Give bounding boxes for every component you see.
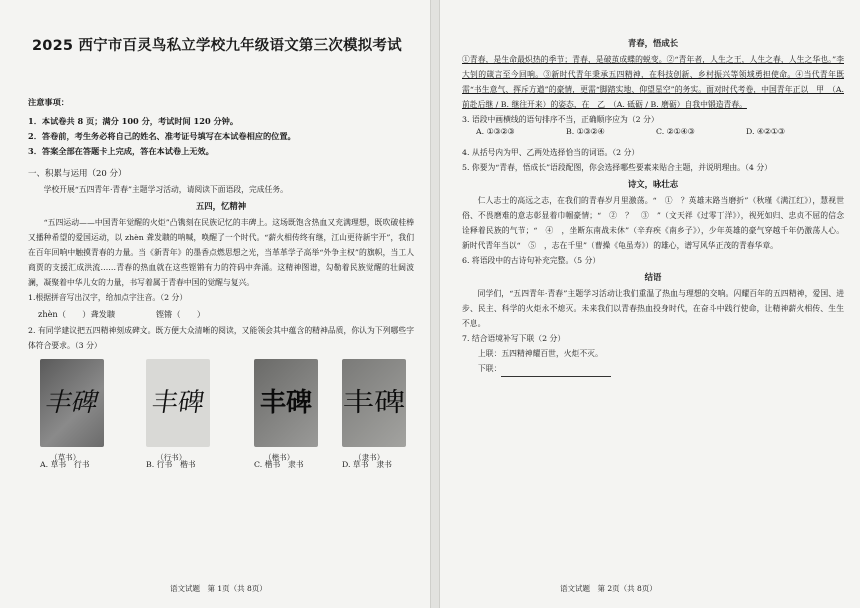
question-7: 7. 结合语境补写下联（2 分） [462,334,566,343]
closing-passage: 同学们，“五四青年·青春”主题学习活动让我们重温了热血与理想的交响。闪耀百年的五四精神，爱国、进步、民主、科学的火炬永不熄灭。未来我们以青春热血投身时代，在奋斗中践行使命，让精神薪火相传、生生不息。 [462,289,844,328]
pinyin-blanks: zhèn（ ）聋发聩 铿锵（ ） [38,309,206,319]
reading-passage: ①青春，是生命最炽热的季节；青春，是破茧成蝶的蜕变。②“青年者，人生之王，人生之春，人生之华也。”李大钊的箴言至今回响。③新时代青年秉承五四精神，在科技创新、乡村振兴等领域勇担使命。④当代青年既需“书生意气、挥斥方遒”的豪情，更需“脚踏实地、仰望星空”的务实。面对时代考卷，中国青年正以 甲 （A. 前赴后继 / B. 继往开来）的姿态，在 乙 （A. 砥砺 / B. 磨砺）自我中锻造青春。 [462,55,844,109]
question-6: 6. 将语段中的古诗句补充完整。（5 分） [462,256,601,265]
calligraphy-caption: （楷书） [264,453,295,462]
notice-item: 2．答卷前，考生务必将自己的姓名、准考证号填写在本试卷相应的位置。 [28,131,296,141]
page-footer: 语文试题 第 1页（共 8页） [170,584,267,593]
calligraphy-glyph: 丰碑 [259,388,312,418]
option-b: B. 行书 楷书 [146,460,196,469]
exam-title: 2025 西宁市百灵鸟私立学校九年级语文第三次模拟考试 [32,38,402,54]
calligraphy-caption: （隶书） [354,453,385,462]
page-gutter [430,0,440,608]
part-title: 结语 [644,272,662,282]
option-b: B. ①③②④ [566,127,605,136]
notice-item: 1．本试卷共 8 页；满分 100 分，考试时间 120 分钟。 [28,116,239,126]
section-heading: 一、积累与运用（20 分） [28,169,127,179]
part-title: 五四，忆精神 [195,201,247,211]
calligraphy-caption: （行书） [156,453,187,462]
question-3: 3. 语段中画横线的语句排序不当，正确顺序应为（2 分） [462,115,659,124]
option-d: D. 草书 隶书 [342,460,392,469]
question-3-options [462,127,844,145]
calligraphy-glyph: 丰碑 [342,388,406,418]
reading-passage: 仁人志士的高远之志，在我们的青春岁月里激荡。“ ① ？英雄末路当磨折”（秋瑾《满江红》），慧视世俗、不畏磨难的意志彰显着巾帼豪情；“ ② ？ ③ ”（文天祥《过零丁洋》），视死如归、忠贞不屈的信念诠释着民族的气节；“ ④ ，坐断东南战未休”（辛弃疾《南乡子》），少年英雄的豪气穿越千年仍激荡人心。新时代青年当以“ ⑤ ，志在千里”（曹操《龟虽寿》）的雄心，谱写风华正茂的青春华章。 [462,196,844,250]
couplet-lower [462,361,844,377]
question-1: 1.根据拼音写出汉字，给加点字注音。（2 分） [28,293,188,302]
question-2-options [28,459,414,477]
option-a: A. ①③②③ [476,127,515,136]
calligraphy-glyph: 丰碑 [149,388,207,418]
calligraphy-glyph: 丰碑 [42,388,102,418]
option-d: D. ④②①③ [746,127,785,136]
answer-line [501,361,611,377]
question-2: 2. 有同学建议把五四精神刻成碑文。既方便大众清晰的阅读，又能领会其中蕴含的精神品质，你认为下列哪些字体符合要求。（3 分） [28,326,414,350]
calligraphy-image-caoshu [40,359,104,447]
activity-intro: 学校开展“五四青年·青春”主题学习活动，请阅读下面语段，完成任务。 [43,185,288,194]
notice-heading: 注意事项： [28,97,69,107]
calligraphy-image-kaishu [254,359,318,447]
option-c: C. 楷书 隶书 [254,460,304,469]
calligraphy-caption: （草书） [50,453,81,462]
calligraphy-samples [28,359,414,462]
part-title: 诗文，咏壮志 [627,179,679,189]
question-4: 4. 从括号内为甲、乙两处选择恰当的词语。（2 分） [462,148,640,157]
page-footer: 语文试题 第 2页（共 8页） [560,584,657,593]
couplet-upper: 上联：五四精神耀百世，火炬不灭。 [478,349,603,358]
page-two [440,0,860,608]
option-c: C. ②①④③ [656,127,695,136]
option-a: A. 草书 行书 [40,460,90,469]
calligraphy-image-lishu [342,359,406,447]
part-title: 青春，悟成长 [627,38,679,48]
couplet-lower-label: 下联： [478,364,502,373]
notice-item: 3．答案全部在答题卡上完成，答在本试卷上无效。 [28,146,214,156]
calligraphy-image-xingshu [146,359,210,447]
question-5: 5. 你要为“青春，悟成长”语段配图，你会选择哪些要素来贴合主题，并说明理由。（4 分） [462,163,772,172]
reading-passage: “五四运动——中国青年觉醒的火炬”凸镌刻在民族记忆的丰碑上。这场既饱含热血又充满理想，既吹破桂棒又播种希望的爱国运动，以 zhèn 聋发聩的呐喊，唤醒了一个时代。“薪火相传终有继，江山更待新宇开”，我们在百年回响中触摸青春的力量。当《新青年》的墨香点燃思想之光，当革革学子高举“外争主权”的旗帜，当工人商贾的支援汇成洪流……青春的热血就在这些铿锵有力的符码中奔涌。这精神图谱，勾勒着民族觉醒的壮阔波澜，凝聚着中华儿女的力量，书写着属于青春中国的觉醒与复兴。 [28,218,414,287]
